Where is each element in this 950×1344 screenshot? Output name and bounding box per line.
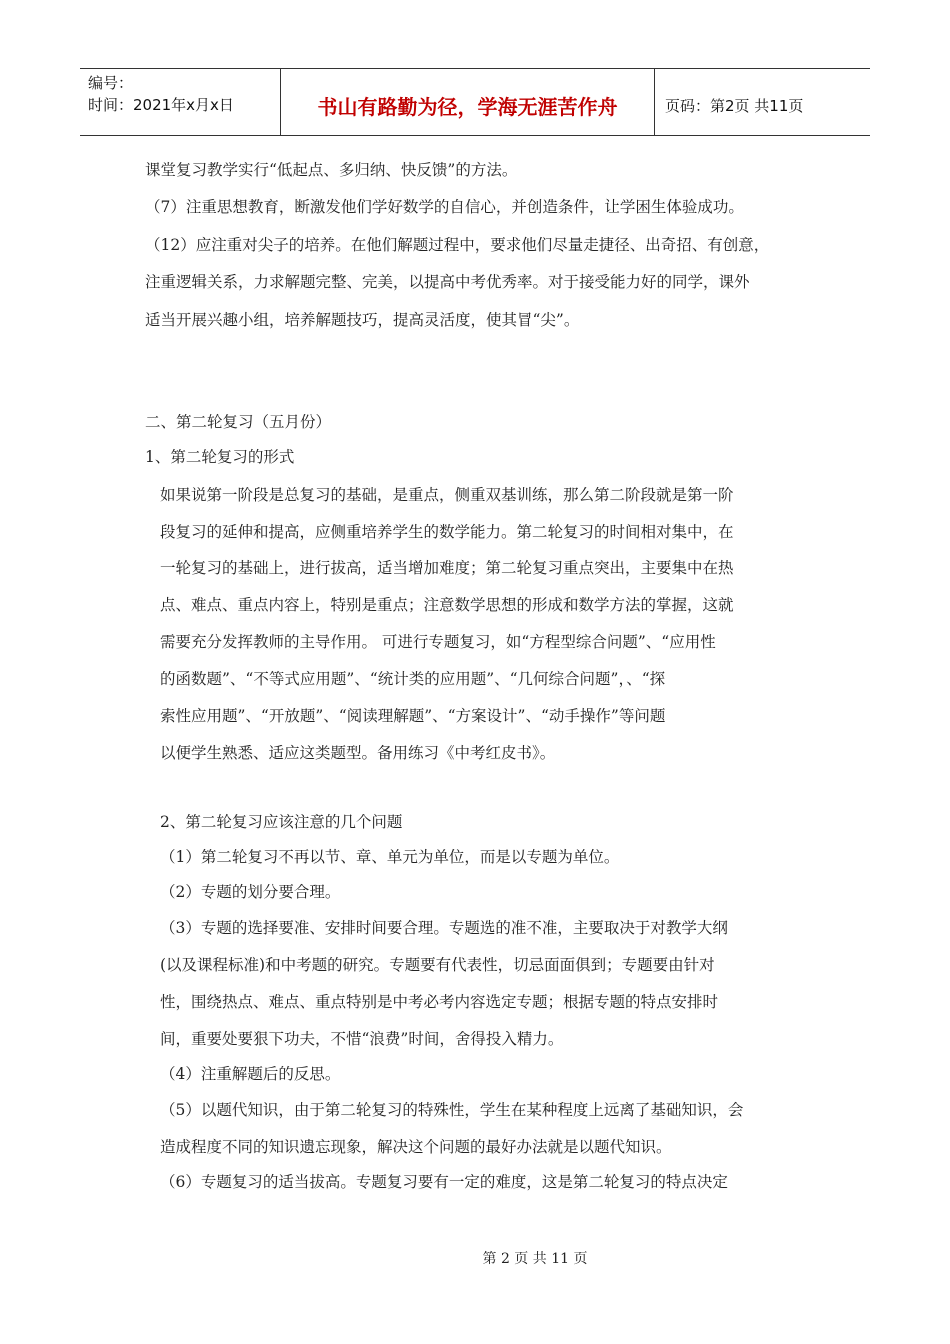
text-line: （6）专题复习的适当拔高。专题复习要有一定的难度，这是第二轮复习的特点决定	[160, 1173, 728, 1191]
text-line: 索性应用题”、“开放题”、“阅读理解题”、“方案设计”、“动手操作”等问题	[160, 707, 666, 725]
footer-page-number: 第 2 页 共 11 页	[482, 1251, 588, 1267]
text-line: 需要充分发挥教师的主导作用。 可进行专题复习，如“方程型综合问题”、“应用性	[160, 633, 716, 651]
page-footer	[0, 1248, 950, 1268]
text-line: 一轮复习的基础上，进行拔高，适当增加难度；第二轮复习重点突出，主要集中在热	[160, 559, 734, 577]
text-line: 注重逻辑关系，力求解题完整、完美，以提高中考优秀率。对于接受能力好的同学，课外	[145, 273, 750, 291]
text-line: 的函数题”、“不等式应用题”、“统计类的应用题”、“几何综合问题”，、“探	[160, 670, 666, 688]
text-line: （1）第二轮复习不再以节、章、单元为单位，而是以专题为单位。	[160, 848, 620, 866]
subsection-heading: 1、第二轮复习的形式	[145, 448, 295, 466]
header-motto: 书山有路勤为径，学海无涯苦作舟	[281, 69, 655, 135]
time-label: 时间：2021年x月x日	[88, 96, 234, 114]
text-line: 适当开展兴趣小组，培养解题技巧，提高灵活度，使其冒“尖”。	[145, 311, 580, 329]
page-header	[80, 68, 870, 136]
text-line: 性，围绕热点、难点、重点特别是中考必考内容选定专题；根据专题的特点安排时	[160, 993, 719, 1011]
header-meta	[80, 69, 281, 135]
header-page-info: 页码：第2页 共11页	[665, 96, 804, 115]
text-line: （3）专题的选择要准、安排时间要合理。专题选的准不准，主要取决于对教学大纲	[160, 919, 728, 937]
text-line: (以及课程标准)和中考题的研究。专题要有代表性，切忌面面俱到；专题要由针对	[160, 956, 715, 974]
text-line: （5）以题代知识，由于第二轮复习的特殊性，学生在某种程度上远离了基础知识，会	[160, 1101, 744, 1119]
subsection-heading: 2、第二轮复习应该注意的几个问题	[160, 813, 403, 831]
text-line: 以便学生熟悉、适应这类题型。备用练习《中考红皮书》。	[160, 744, 556, 762]
text-line: 段复习的延伸和提高，应侧重培养学生的数学能力。第二轮复习的时间相对集中，在	[160, 523, 734, 541]
text-line: 点、难点、重点内容上，特别是重点；注意数学思想的形成和数学方法的掌握，这就	[160, 596, 734, 614]
text-line: 造成程度不同的知识遗忘现象，解决这个问题的最好办法就是以题代知识。	[160, 1138, 672, 1156]
text-line: （12）应注重对尖子的培养。在他们解题过程中，要求他们尽量走捷径、出奇招、有创意，	[145, 236, 770, 254]
section-heading: 二、第二轮复习（五月份）	[145, 413, 332, 431]
text-line: （4）注重解题后的反思。	[160, 1065, 341, 1083]
text-line: 间，重要处要狠下功夫，不惜“浪费”时间，舍得投入精力。	[160, 1030, 564, 1048]
text-line: 如果说第一阶段是总复习的基础，是重点，侧重双基训练，那么第二阶段就是第一阶	[160, 486, 734, 504]
number-label: 编号：	[88, 74, 134, 92]
text-line: 课堂复习教学实行“低起点、多归纳、快反馈”的方法。	[145, 161, 518, 179]
text-line: （7）注重思想教育，断激发他们学好数学的自信心，并创造条件，让学困生体验成功。	[145, 198, 744, 216]
text-line: （2）专题的划分要合理。	[160, 883, 341, 901]
